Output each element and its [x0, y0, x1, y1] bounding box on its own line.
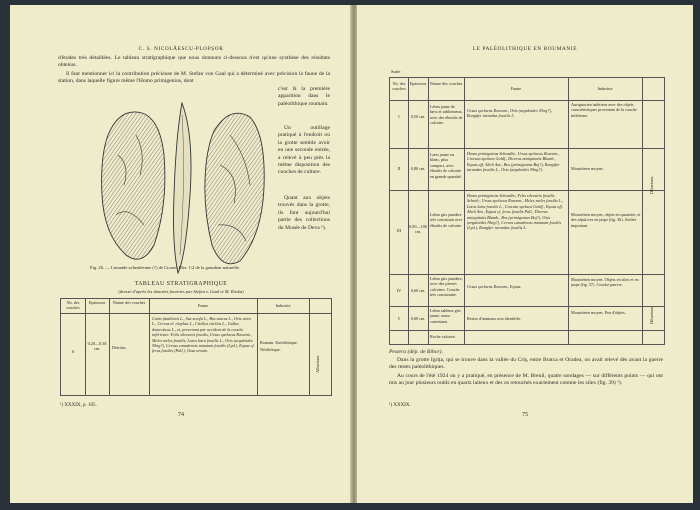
row-1-number: I — [398, 114, 400, 119]
row-5-nature: Lehm sableux gris jaune, assez consistant. — [430, 308, 461, 324]
row-4-thickness: 0,60 cm. — [410, 288, 426, 293]
paragraph-outillage: Un outillage pratiqué à l'endroit où la grotte semble avoir eu une seconde entrée, a relevé à peu près la même disposition des couches de culture. — [278, 125, 330, 176]
row-bedrock-nature: Roche calcaire. — [430, 334, 456, 339]
row-5-thickness: 0,60 cm. — [410, 316, 426, 321]
header-epaisseur: Epaisseur — [409, 81, 427, 86]
paragraph-collections: Quant aux objets trouvés dans la grotte, ils font aujourd'hui partie des collections du Musée de Deva ¹). — [278, 195, 330, 231]
table-subtitle: (dressé d'après les données fournies par Stefan v. Gaal et M. Roska) — [118, 289, 244, 294]
paragraph-igrita: Dans la grotte Igrița, qui se trouve dans la vallée du Criș, entre Bratca et Oradea, on avait relevé dès avant la guerre des restes paléolithiques. — [389, 357, 663, 371]
footnote: ¹) XXXIX, p. 105. — [60, 403, 97, 408]
header-couches: No. des couches — [66, 300, 80, 311]
header-nature: Nature des couches — [112, 300, 146, 305]
stratigraphic-table-left — [60, 298, 332, 396]
row-3-thickness: 0,90—100 cm. — [409, 224, 427, 235]
header-epaisseur: Epaisseur — [88, 300, 106, 305]
row-1-thickness: 0,50 cm. — [410, 114, 426, 119]
paragraph-gaal-continued: c'est là la première apparition dans le paléolithique roumain. — [278, 86, 330, 107]
right-page — [357, 5, 693, 503]
row-4-fauna: Ursus spelaeus Rosenm., Equus. — [467, 284, 522, 289]
period-upper: Diluvium. — [649, 176, 654, 194]
row-3-nature: Lehm gris jaunâtre très consistant avec éboulis de calcaire. — [430, 212, 463, 228]
row-2-thickness: 0,80 cm. — [410, 166, 426, 171]
header-couches: No. des couches — [392, 81, 406, 92]
header-faune: Faune — [197, 303, 209, 308]
row-1-industry: Aurignacien inférieur avec des objets caractéristiques provenant de la couche inférieure. — [571, 102, 637, 118]
handaxe-figure — [90, 95, 272, 277]
table-title: TABLEAU STRATIGRAPHIQUE — [134, 281, 228, 287]
paragraph-sondages: Au cours de l'été 1924 on y a pratiqué, en présence de M. Breuil, quatre sondages — sur différents points — qui ont mis au jour plusieurs outils en quartz laiteux et des os retouchés exactement comme les silex (fig. 39) ¹). — [389, 373, 663, 387]
row-2-nature: Lœss jaune ou blanc, plus compact, avec éboulis de calcaire en grande quantité. — [430, 152, 462, 179]
page-number: 75 — [522, 412, 528, 418]
row-1-fauna: Ursus spelaeus Rosenm., Ovis (argaloides Nhrg?), Rangifer tarandus fossilis L. — [467, 108, 552, 119]
row-3-number: III — [396, 228, 402, 233]
row-number: 6 — [71, 349, 75, 354]
header-nature: Nature des couches — [429, 81, 463, 86]
period-lower: Diluvium. — [649, 306, 654, 324]
stratigraphic-table-right — [389, 77, 665, 345]
header-faune: Faune — [510, 86, 522, 91]
row-5-fauna: Restes d'animaux non identifiés. — [467, 316, 522, 321]
row-4-number: IV — [396, 288, 402, 293]
running-head: C. S. NICOLĂESCU-PLOPȘOR — [138, 46, 224, 52]
row-1-nature: Lehm jaune de lœss et sablonneux, avec des éboulis de calcaire. — [430, 104, 463, 126]
row-industry: Romain. Enéolithique. Néolithique. — [260, 340, 298, 352]
footnote: ¹) XXXIX. — [389, 403, 411, 408]
page-number: 74 — [178, 412, 184, 418]
table-continued-label: Suite — [391, 69, 401, 74]
figure-caption: Fig. 26. — Limande acheuléenne (?) de Cioarei Mer. 1/2 de la grandeur naturelle. — [90, 265, 241, 270]
running-head: LE PALÉOLITHIQUE EN ROUMANIE — [472, 46, 578, 52]
row-5-number: V — [397, 316, 401, 321]
row-nature: Détritus. — [112, 345, 127, 350]
row-2-industry: Moustérien moyen. — [571, 166, 604, 171]
section-subhead: Pestera (dép. de Bihor). — [389, 349, 443, 355]
row-thickness: 0,20—0,38 cm. — [87, 341, 107, 352]
row-4-industry: Moustérien moyen. Objets en silex et en jaspe (fig. 37). Couche pauvre. — [571, 277, 639, 288]
header-industrie: Industrie — [597, 86, 613, 91]
intro-paragraph: d'études très détaillées. Le tableau stratigraphique que nous donnons ci-dessous n'est qu'une synthèse des résultats obtenus. — [58, 55, 330, 69]
row-3-industry: Moustérien moyen, objets en quartzite, et des sépulcres en jaspe (fig. 36). Atelier important. — [571, 212, 641, 228]
row-period: Alluvium. — [315, 355, 320, 373]
row-2-fauna: Homo primigenius Schwalbe, Ursus spelaeus Rosenm., Crocuta spelaea Goldf., Dicerus antiquitatis Blumb., Equus aff. Abeli Ant., Bos (primigenius Boj?), Rangifer tarandus fossilis L., Ovis (argaloides Nhrg?). — [467, 151, 560, 173]
row-4-nature: Lehm gris jaunâtre, avec des pierres calcaires. Couche très consistante. — [430, 276, 463, 298]
left-page — [10, 5, 352, 503]
row-3-fauna: Homo primigenius Schwalbe, Felis silvestris fossilis Schreb., Ursus spelaeus Rosenm., Meles meles fossilis L., Lutra lutra fossilis L., Crocuta spelaea Goldf., Equus aff. Abeli Ant., Equus cf. ferus fossilis Pall., Dicerus antiquitatis Blumb., Bos (primigenius Boj?), Ovis (argaloides Nhrg?), Cervus canadensis minutum fossilis (Lyd.), Rangifer tarandus fossilis L. — [467, 193, 564, 231]
row-5-industry: Moustérien moyen. Peu d'objets. — [571, 310, 626, 315]
paragraph-gaal: Il faut mentionner ici la contribution précieuse de M. Stefan von Gaal qui a déterminé avec précision la faune de la station, dans laquelle figure même l'Homo primigenius, dont — [58, 71, 330, 85]
row-fauna: Canis familiaris L., Sus scrofa L., Bos taurus L., Ovis aries L., Cervus el. elaphus L., Citellus citellus L., Gallus domesticus L., et, provenant par accident de la couche inférieure: Felis silvestris fossilis, Ursus spelaeus Rosenm., Meles meles fossilis, Lutra lutra fossilis L., Ovis (argaloides Nhrg?), Cervus canadensis minutum fossilis (Lyd.), Equus cf. ferus fossilis (Pall.), Ossa ursum. — [152, 316, 255, 354]
row-2-number: II — [397, 166, 401, 171]
header-industrie: Industrie — [275, 303, 291, 308]
